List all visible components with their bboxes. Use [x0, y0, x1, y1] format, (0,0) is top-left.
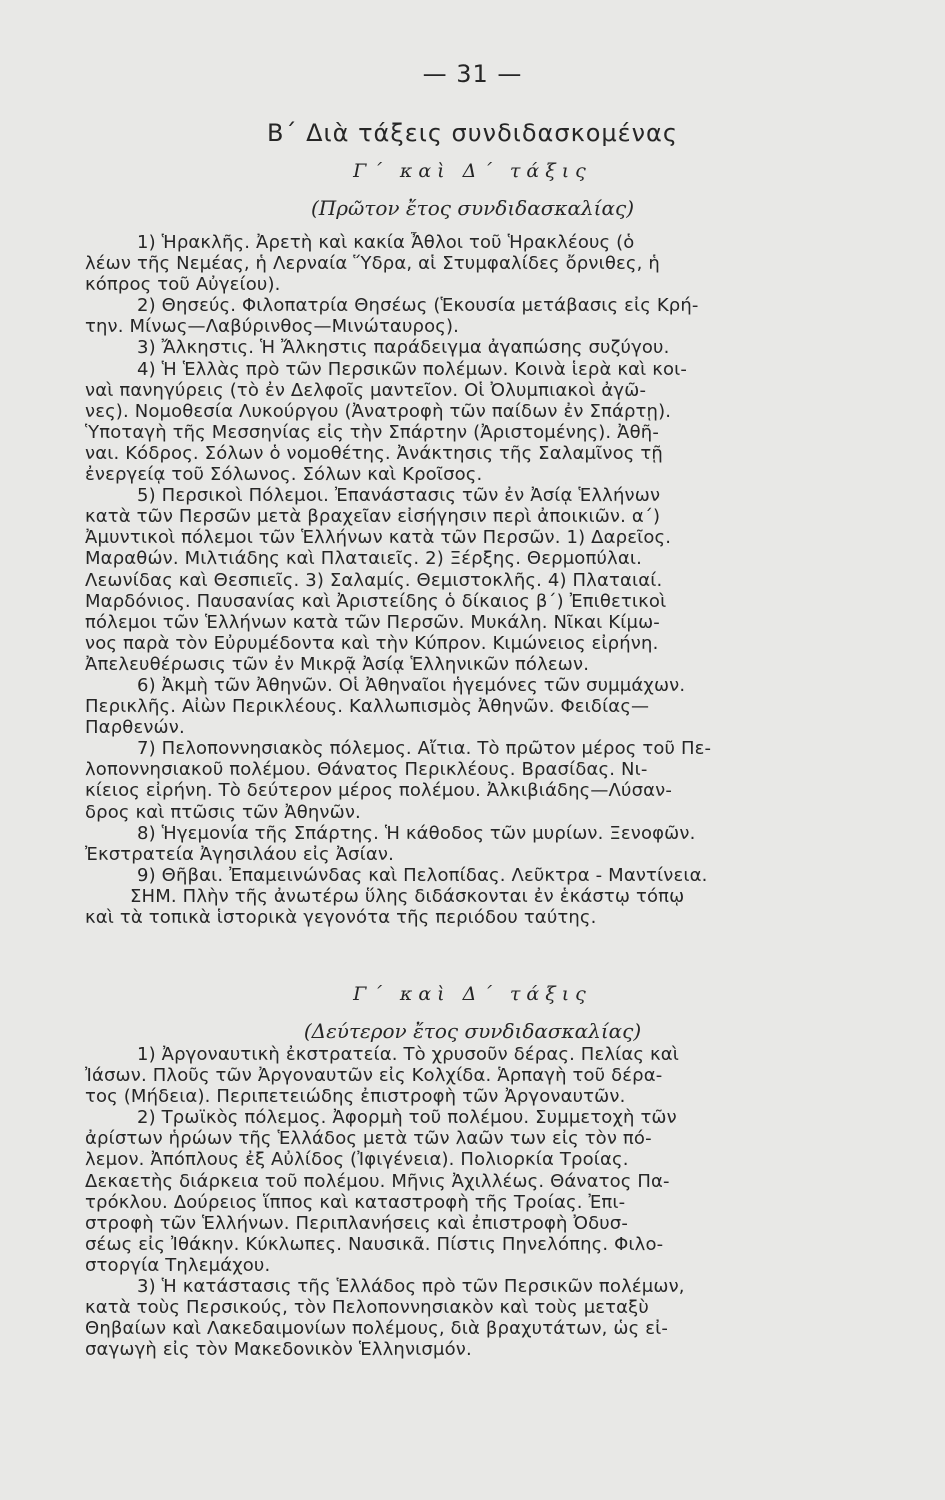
text-line: κόπρος τοῦ Αὐγείου).: [85, 274, 281, 296]
text-line: λοποννησιακοῦ πολέμου. Θάνατος Περικλέους. Βρασίδας. Νι-: [85, 759, 648, 781]
text-line: νες). Νομοθεσία Λυκούργου (Ἀνατροφὴ τῶν παίδων ἐν Σπάρτῃ).: [85, 400, 672, 422]
text-line: Ἐκστρατεία Ἀγησιλάου εἰς Ἀσίαν.: [85, 843, 394, 865]
text-line: σέως εἰς Ἰθάκην. Κύκλωπες. Ναυσικᾶ. Πίστις Πηνελόπης. Φιλο-: [85, 1233, 664, 1255]
text-line: Δεκαετὴς διάρκεια τοῦ πολέμου. Μῆνις Ἀχιλλέως. Θάνατος Πα-: [85, 1170, 670, 1192]
text-line: Περικλῆς. Αἰὼν Περικλέους. Καλλωπισμὸς Ἀθηνῶν. Φειδίας—: [85, 696, 650, 718]
text-line: κίειος εἰρήνη. Τὸ δεύτερον μέρος πολέμου. Ἀλκιβιάδης—Λύσαν-: [85, 780, 673, 802]
text-line: Ἀμυντικοὶ πόλεμοι τῶν Ἑλλήνων κατὰ τῶν Περσῶν. 1) Δαρεῖος.: [85, 527, 672, 549]
text-line: νος παρὰ τὸν Εὐρυμέδοντα καὶ τὴν Κύπρον. Κιμώνειος εἰρήνη.: [85, 632, 659, 654]
text-line: 3) Ἡ κατάστασις τῆς Ἑλλάδος πρὸ τῶν Περσικῶν πολέμων,: [137, 1276, 685, 1298]
text-line: ἀρίστων ἡρώων τῆς Ἑλλάδος μετὰ τῶν λαῶν των εἰς τὸν πό-: [85, 1128, 652, 1150]
text-line: κατὰ τοὺς Περσικούς, τὸν Πελοποννησιακὸν καὶ τοὺς μεταξὺ: [85, 1297, 649, 1319]
section1-classes: Γ΄ καὶ Δ΄ τάξις: [353, 160, 592, 182]
text-line: λέων τῆς Νεμέας, ἡ Λερναία Ὕδρα, αἱ Στυμφαλίδες ὄρνιθες, ἡ: [85, 253, 660, 275]
text-line: στοργία Τηλεμάχου.: [85, 1254, 271, 1276]
text-line: Λεωνίδας καὶ Θεσπιεῖς. 3) Σαλαμίς. Θεμιστοκλῆς. 4) Πλαταιαί.: [85, 569, 663, 591]
page-number: — 31 —: [422, 60, 523, 88]
text-line: 2) Θησεύς. Φιλοπατρία Θησέως (Ἑκουσία μετάβασις εἰς Κρή-: [137, 295, 699, 317]
text-line: ναὶ πανηγύρεις (τὸ ἐν Δελφοῖς μαντεῖον. Οἱ Ὀλυμπιακοὶ ἀγῶ-: [85, 379, 647, 401]
text-line: πόλεμοι τῶν Ἑλλήνων κατὰ τῶν Περσῶν. Μυκάλη. Νῖκαι Κίμω-: [85, 611, 660, 633]
text-line: την. Μίνως—Λαβύρινθος—Μινώταυρος).: [85, 316, 460, 338]
text-line: στροφὴ τῶν Ἑλλήνων. Περιπλανήσεις καὶ ἐπιστροφὴ Ὀδυσ-: [85, 1212, 629, 1234]
text-line: 5) Περσικοὶ Πόλεμοι. Ἐπανάστασις τῶν ἐν Ἀσίᾳ Ἑλλήνων: [137, 485, 661, 507]
text-line: τος (Μήδεια). Περιπετειώδης ἐπιστροφὴ τῶν Ἀργοναυτῶν.: [85, 1086, 626, 1108]
text-line: Ἀπελευθέρωσις τῶν ἐν Μικρᾷ Ἀσίᾳ Ἑλληνικῶν πόλεων.: [85, 653, 590, 675]
text-line: δρος καὶ πτῶσις τῶν Ἀθηνῶν.: [85, 801, 361, 823]
text-line: 7) Πελοποννησιακὸς πόλεμος. Αἴτια. Τὸ πρῶτον μέρος τοῦ Πε-: [137, 738, 712, 760]
text-line: Μαραθών. Μιλτιάδης καὶ Πλαταιεῖς. 2) Ξέρξης. Θερμοπύλαι.: [85, 548, 642, 570]
text-line: τρόκλου. Δούρειος ἵππος καὶ καταστροφὴ τῆς Τροίας. Ἐπι-: [85, 1191, 626, 1213]
text-line: Ἰάσων. Πλοῦς τῶν Ἀργοναυτῶν εἰς Κολχίδα. Ἁρπαγὴ τοῦ δέρα-: [85, 1065, 663, 1087]
main-heading: Β΄ Διὰ τάξεις συνδιδασκομένας: [267, 119, 678, 147]
text-line: λεμον. Ἀπόπλους ἐξ Αὐλίδος (Ἰφιγένεια). Πολιορκία Τροίας.: [85, 1149, 629, 1171]
text-line: 6) Ἀκμὴ τῶν Ἀθηνῶν. Οἱ Ἀθηναῖοι ἡγεμόνες τῶν συμμάχων.: [137, 674, 686, 696]
text-line: 8) Ἡγεμονία τῆς Σπάρτης. Ἡ κάθοδος τῶν μυρίων. Ξενοφῶν.: [137, 822, 696, 844]
text-line: Παρθενών.: [85, 717, 185, 739]
text-line: ἐνεργείᾳ τοῦ Σόλωνος. Σόλων καὶ Κροῖσος.: [85, 464, 483, 486]
section1-body: [85, 232, 825, 928]
section2-body: [85, 1044, 825, 1360]
text-line: 4) Ἡ Ἑλλὰς πρὸ τῶν Περσικῶν πολέμων. Κοινὰ ἱερὰ καὶ κοι-: [137, 358, 688, 380]
section2-year: (Δεύτερον ἔτος συνδιδασκαλίας): [303, 1019, 642, 1043]
text-line: ναι. Κόδρος. Σόλων ὁ νομοθέτης. Ἀνάκτησις τῆς Σαλαμῖνος τῇ: [85, 442, 663, 464]
text-line: σαγωγὴ εἰς τὸν Μακεδονικὸν Ἑλληνισμόν.: [85, 1339, 472, 1361]
section2-classes: Γ΄ καὶ Δ΄ τάξις: [353, 983, 592, 1005]
text-line: καὶ τὰ τοπικὰ ἱστορικὰ γεγονότα τῆς περιόδου ταύτης.: [85, 907, 597, 928]
text-line: 9) Θῆβαι. Ἐπαμεινώνδας καὶ Πελοπίδας. Λεῦκτρα - Μαντίνεια.: [137, 864, 708, 886]
text-line: 1) Ἀργοναυτικὴ ἐκστρατεία. Τὸ χρυσοῦν δέρας. Πελίας καὶ: [137, 1044, 680, 1065]
text-line: 3) Ἄλκηστις. Ἡ Ἄλκηστις παράδειγμα ἀγαπώσης συζύγου.: [137, 337, 670, 359]
text-line: ΣΗΜ. Πλὴν τῆς ἀνωτέρω ὕλης διδάσκονται ἐν ἑκάστῳ τόπῳ: [130, 885, 685, 907]
section1-year: (Πρῶτον ἔτος συνδιδασκαλίας): [310, 196, 635, 220]
text-line: Μαρδόνιος. Παυσανίας καὶ Ἀριστείδης ὁ δίκαιος β΄) Ἐπιθετικοὶ: [85, 590, 667, 612]
text-line: κατὰ τῶν Περσῶν μετὰ βραχεῖαν εἰσήγησιν περὶ ἀποικιῶν. α΄): [85, 506, 661, 528]
text-line: Θηβαίων καὶ Λακεδαιμονίων πολέμους, διὰ βραχυτάτων, ὡς εἰ-: [85, 1318, 668, 1340]
text-line: 1) Ἡρακλῆς. Ἀρετὴ καὶ κακία Ἆθλοι τοῦ Ἡρακλέους (ὁ: [137, 232, 635, 253]
text-line: 2) Τρωϊκὸς πόλεμος. Ἀφορμὴ τοῦ πολέμου. Συμμετοχὴ τῶν: [137, 1107, 677, 1129]
text-line: Ὑποταγὴ τῆς Μεσσηνίας εἰς τὴν Σπάρτην (Ἀριστομένης). Ἀθῆ-: [85, 421, 659, 443]
